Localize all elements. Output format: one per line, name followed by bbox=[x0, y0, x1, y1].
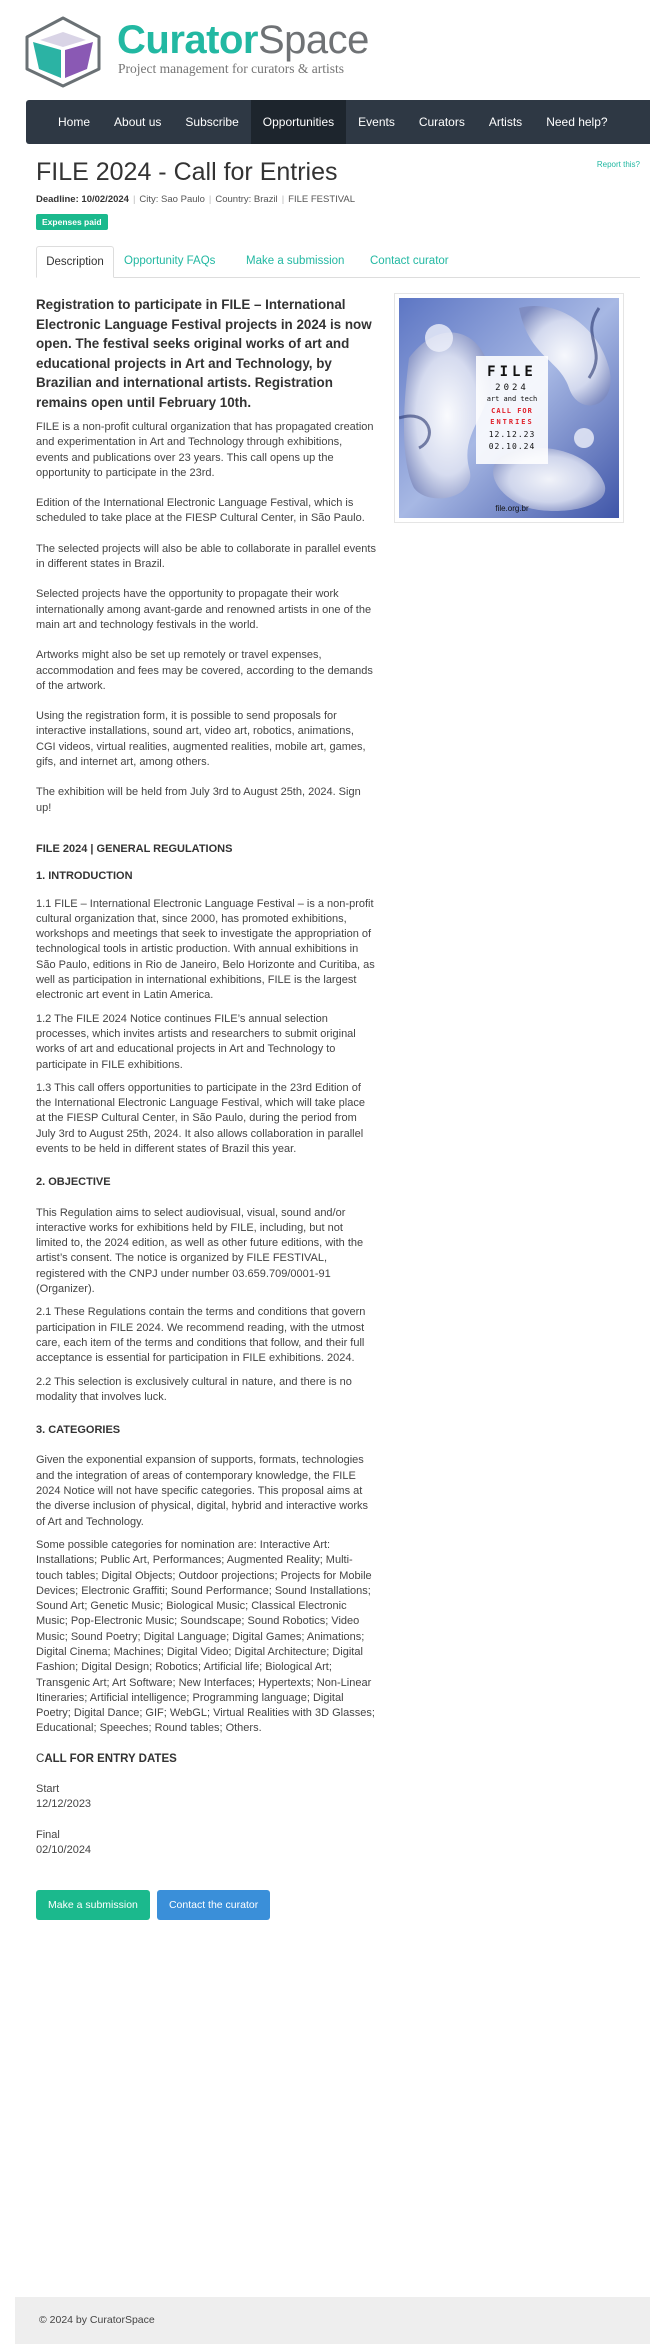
report-link[interactable]: Report this? bbox=[596, 160, 640, 169]
brand-name-part1: Curator bbox=[117, 18, 258, 62]
description-paragraph: Selected projects have the opportunity to propagate their work internationally among avant-garde and renowned artists in one of the main art and technology festivals in the world. bbox=[36, 588, 372, 631]
start-date-value: 12/12/2023 bbox=[36, 1798, 92, 1811]
main-navbar bbox=[26, 100, 650, 144]
tab-contact-curator[interactable]: Contact curator bbox=[370, 255, 449, 267]
nav-events[interactable]: Events bbox=[358, 115, 395, 129]
poster-year: 2024 bbox=[495, 383, 529, 393]
start-date-label: Start bbox=[36, 1783, 60, 1796]
regulation-item: This Regulation aims to select audiovisual, visual, sound and/or interactive works for exhibitions held by FILE, including, but not limited to, the 2024 edition, as well as other future editions, with the artist’s consent. The notice is organized by FILE FESTIVAL, registered with the CNPJ under number 03.659.709/0001-91 (Organizer). bbox=[36, 1206, 364, 1296]
action-buttons bbox=[36, 1890, 376, 1920]
poster-artwork bbox=[399, 298, 619, 518]
site-header bbox=[0, 0, 650, 100]
poster-title: FILE bbox=[487, 364, 537, 380]
entry-dates-heading bbox=[36, 1752, 376, 1767]
site-footer bbox=[15, 2297, 650, 2344]
final-date-value: 02/10/2024 bbox=[36, 1843, 92, 1856]
poster-site: file.org.br bbox=[495, 504, 529, 513]
regulation-item: 1.2 The FILE 2024 Notice continues FILE’s annual selection processes, which invites artists and researchers to submit original works of art and educational projects in Art and Technology to participate in FILE exhibitions. bbox=[36, 1012, 356, 1071]
description-paragraph: Using the registration form, it is possible to send proposals for interactive installations, sound art, video art, robotics, animations, CGI videos, virtual realities, augmented realities, mobile art, games, gifs, and internet art, among others. bbox=[36, 710, 366, 769]
nav-home[interactable]: Home bbox=[58, 115, 91, 129]
nav-subscribe[interactable]: Subscribe bbox=[185, 115, 239, 129]
objective-heading: 2. OBJECTIVE bbox=[36, 1176, 111, 1189]
nav-need-help[interactable]: Need help? bbox=[546, 115, 608, 129]
categories-list: Some possible categories for nomination are: Interactive Art: Installations; Public Art, Performances; Augmented Reality; Multi-touch tables; Digital Objects; Outdoor projections; Projects for Mobile Devices; Electronic Graffiti; Sound Performance; Sound Installations; Sound Art; Genetic Music; Biological Music; Classical Electronic Music; Pop-Electronic Music; Soundscape; Sound Robotics; Video Music; Sound Poetry; Digital Language; Digital Games; Animations; Digital Cinema; Machines; Digital Video; Digital Architecture; Digital Fashion; Digital Design; Robotics; Artificial life; Biological Art; Transgenic Art; Art Software; New Interfaces; Hypertexts; Non-Linear Itineraries; Artificial intelligence; Programming language; Digital Poetry; Digital Dance; GIF; WebGL; Virtual Realities with 3D Glasses; Educational; Speeches; Round tables; Others. bbox=[36, 1538, 375, 1735]
description-paragraph: Edition of the International Electronic Language Festival, which is scheduled to take place at the FIESP Cultural Center, in São Paulo. bbox=[36, 497, 365, 525]
regulation-item: 1.3 This call offers opportunities to participate in the 23rd Edition of the International Electronic Language Festival, which will take place at the FIESP Cultural Center, in São Paulo, during the period from July 3rd to August 25th, 2024. It also allows collaboration in parallel events to be held in different states of Brazil this year. bbox=[36, 1081, 365, 1155]
tab-description[interactable]: Description bbox=[36, 246, 114, 278]
brand-name-part2: Space bbox=[257, 18, 369, 62]
meta-organizer: FILE FESTIVAL bbox=[288, 194, 356, 205]
description-paragraph: Artworks might also be set up remotely or travel expenses, accommodation and fees may be covered, according to the demands of the artwork. bbox=[36, 649, 373, 692]
nav-opportunities[interactable]: Opportunities bbox=[251, 100, 346, 144]
meta-separator: | bbox=[132, 194, 136, 205]
nav-curators[interactable]: Curators bbox=[418, 115, 465, 129]
opportunity-description bbox=[36, 295, 376, 1920]
description-lead: Registration to participate in FILE – International Electronic Language Festival projects in 2024 is now open. The festival seeks original works of art and educational projects in Art and Technology, by Brazilian and international artists. Registration remains open until February 10th. bbox=[36, 297, 372, 410]
entry-dates-heading-initial: C bbox=[36, 1752, 45, 1765]
poster-date2: 02.10.24 bbox=[488, 442, 536, 451]
poster-subtitle: art and tech bbox=[486, 395, 538, 403]
poster-call-line1: CALL FOR bbox=[491, 407, 533, 415]
regulation-item: 2.2 This selection is exclusively cultural in nature, and there is no modality that involves luck. bbox=[36, 1375, 352, 1403]
deadline-value: 10/02/2024 bbox=[81, 194, 129, 205]
footer-copyright: © 2024 by CuratorSpace bbox=[39, 2314, 155, 2326]
poster-call-line2: ENTRIES bbox=[490, 418, 534, 426]
regulation-item: 1.1 FILE – International Electronic Language Festival – is a non-profit cultural organization that, since 2000, has promoted exhibitions, workshops and meetings that seek to investigate the appropriation of technological tools in artistic production. With annual exhibitions in São Paulo, editions in Rio de Janeiro, Belo Horizonte and Curitiba, as well as participation in international exhibitions, FILE is the largest electronic art event in Latin America. bbox=[36, 897, 375, 1002]
opportunity-poster-image bbox=[394, 293, 624, 523]
description-paragraph: The selected projects will also be able to collaborate in parallel events in different states in Brazil. bbox=[36, 542, 376, 571]
page-title: FILE 2024 - Call for Entries bbox=[36, 158, 338, 186]
make-submission-button[interactable]: Make a submission bbox=[36, 1890, 150, 1920]
regulation-item: Given the exponential expansion of supports, formats, technologies and the integration of areas of contemporary knowledge, the FILE 2024 Notice will not have specific categories. This proposal aims at the diverse inclusion of physical, digital, hybrid and interactive works of Art and Technology. bbox=[36, 1454, 368, 1528]
meta-separator: | bbox=[208, 194, 212, 205]
introduction-heading: 1. INTRODUCTION bbox=[36, 870, 133, 883]
tab-opportunity-faqs[interactable]: Opportunity FAQs bbox=[124, 255, 216, 267]
nav-artists[interactable]: Artists bbox=[488, 115, 523, 129]
regulation-item: 2.1 These Regulations contain the terms and conditions that govern participation in FILE 2024. We recommend reading, with the utmost care, each item of the terms and conditions that follow, and their full acceptance is essential for participation in FILE exhibitions. 2024. bbox=[36, 1306, 366, 1365]
curatorspace-logo-icon[interactable] bbox=[24, 16, 102, 88]
brand-tagline: Project management for curators & artists bbox=[118, 61, 345, 76]
description-paragraph: The exhibition will be held from July 3rd to August 25th, 2024. Sign up! bbox=[36, 786, 361, 814]
expenses-paid-badge: Expenses paid bbox=[36, 214, 108, 230]
categories-heading: 3. CATEGORIES bbox=[36, 1424, 121, 1437]
brand-name[interactable] bbox=[117, 18, 369, 62]
nav-about-us[interactable]: About us bbox=[114, 115, 162, 129]
description-paragraph: FILE is a non-profit cultural organization that has propagated creation and experimentation in Art and Technology through exhibitions, events and publications over 23 years. This call opens up the opportunity to participate in the 23rd. bbox=[36, 421, 374, 479]
deadline-label: Deadline: bbox=[36, 194, 79, 205]
contact-curator-button[interactable]: Contact the curator bbox=[157, 1890, 270, 1920]
meta-separator: | bbox=[281, 194, 285, 205]
meta-country: Country: Brazil bbox=[215, 194, 278, 205]
opportunity-tabs bbox=[36, 246, 640, 278]
poster-date1: 12.12.23 bbox=[488, 430, 536, 439]
meta-city: City: Sao Paulo bbox=[139, 194, 205, 205]
final-date-label: Final bbox=[36, 1828, 60, 1841]
opportunity-meta bbox=[36, 194, 355, 205]
entry-dates-heading-rest: ALL FOR ENTRY DATES bbox=[44, 1752, 177, 1765]
regulations-heading: FILE 2024 | GENERAL REGULATIONS bbox=[36, 842, 233, 855]
tab-make-submission[interactable]: Make a submission bbox=[246, 255, 345, 267]
